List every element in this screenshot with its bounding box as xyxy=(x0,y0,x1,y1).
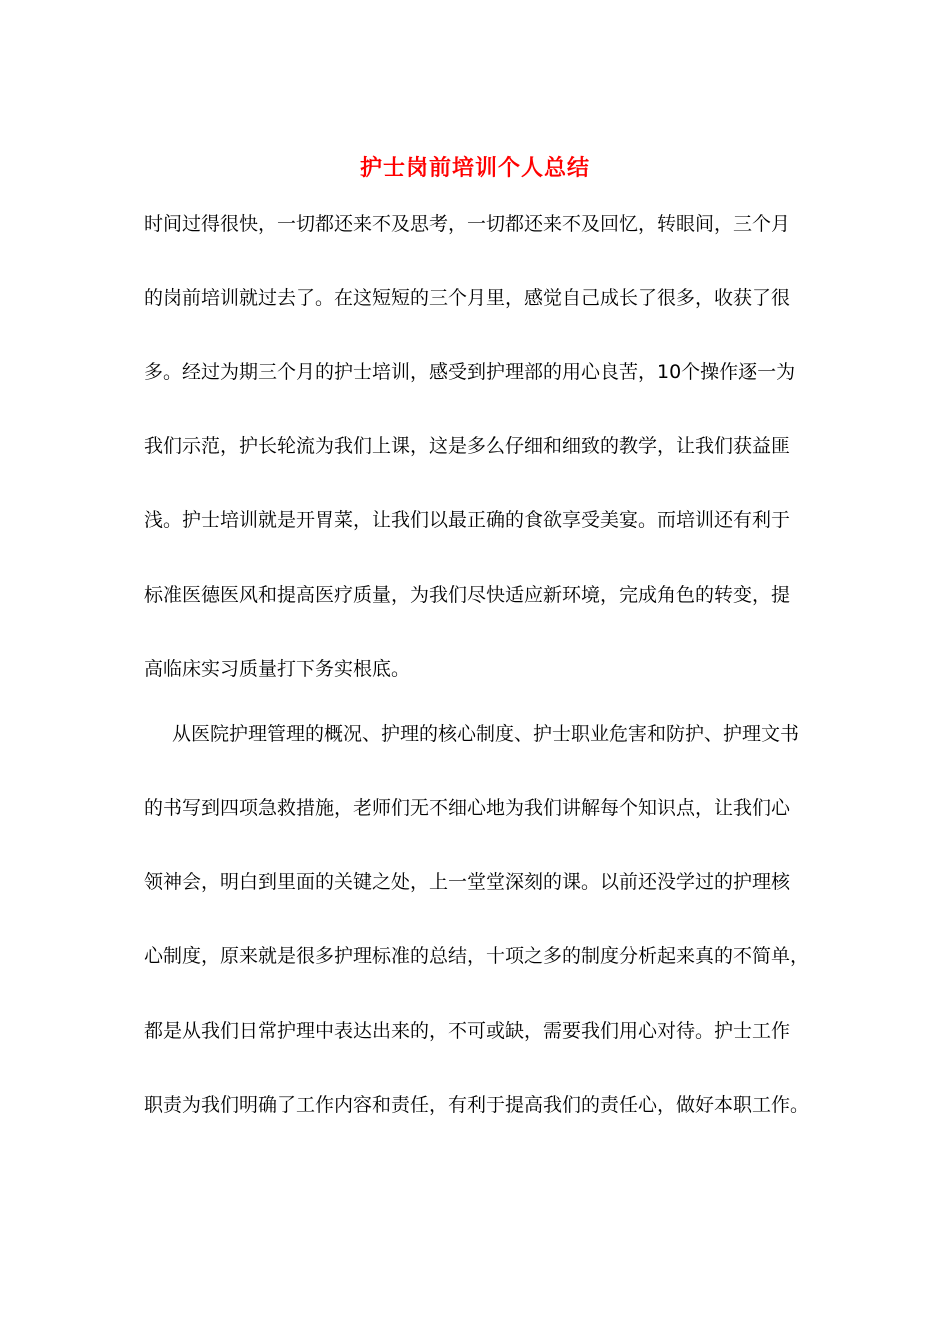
paragraph-2-line-3: 领神会，明白到里面的关键之处，上一堂堂深刻的课。以前还没学过的护理核 xyxy=(144,871,791,893)
paragraph-1-line-5: 浅。护士培训就是开胃菜，让我们以最正确的食欲享受美宴。而培训还有利于 xyxy=(144,509,791,531)
paragraph-1-line-4: 我们示范，护长轮流为我们上课，这是多么仔细和细致的教学，让我们获益匪 xyxy=(144,435,791,457)
paragraph-2-line-2: 的书写到四项急救措施，老师们无不细心地为我们讲解每个知识点，让我们心 xyxy=(144,797,791,819)
paragraph-1-line-2: 的岗前培训就过去了。在这短短的三个月里，感觉自己成长了很多，收获了很 xyxy=(144,287,791,309)
paragraph-2-line-4: 心制度，原来就是很多护理标准的总结，十项之多的制度分析起来真的不简单， xyxy=(144,945,810,967)
paragraph-2-line-5: 都是从我们日常护理中表达出来的，不可或缺，需要我们用心对待。护士工作 xyxy=(144,1020,791,1042)
paragraph-2-line-1: 从医院护理管理的概况、护理的核心制度、护士职业危害和防护、护理文书 xyxy=(172,723,800,745)
document-title: 护士岗前培训个人总结 xyxy=(359,155,590,181)
paragraph-2-line-6: 职责为我们明确了工作内容和责任，有利于提高我们的责任心，做好本职工作。 xyxy=(144,1094,810,1116)
paragraph-1-line-6: 标准医德医风和提高医疗质量，为我们尽快适应新环境，完成角色的转变，提 xyxy=(144,584,791,606)
paragraph-1-line-7: 高临床实习质量打下务实根底。 xyxy=(144,658,411,680)
paragraph-1-line-1: 时间过得很快，一切都还来不及思考，一切都还来不及回忆，转眼间，三个月 xyxy=(144,213,791,235)
paragraph-1-line-3: 多。经过为期三个月的护士培训，感受到护理部的用心良苦，10个操作逐一为 xyxy=(144,361,796,383)
